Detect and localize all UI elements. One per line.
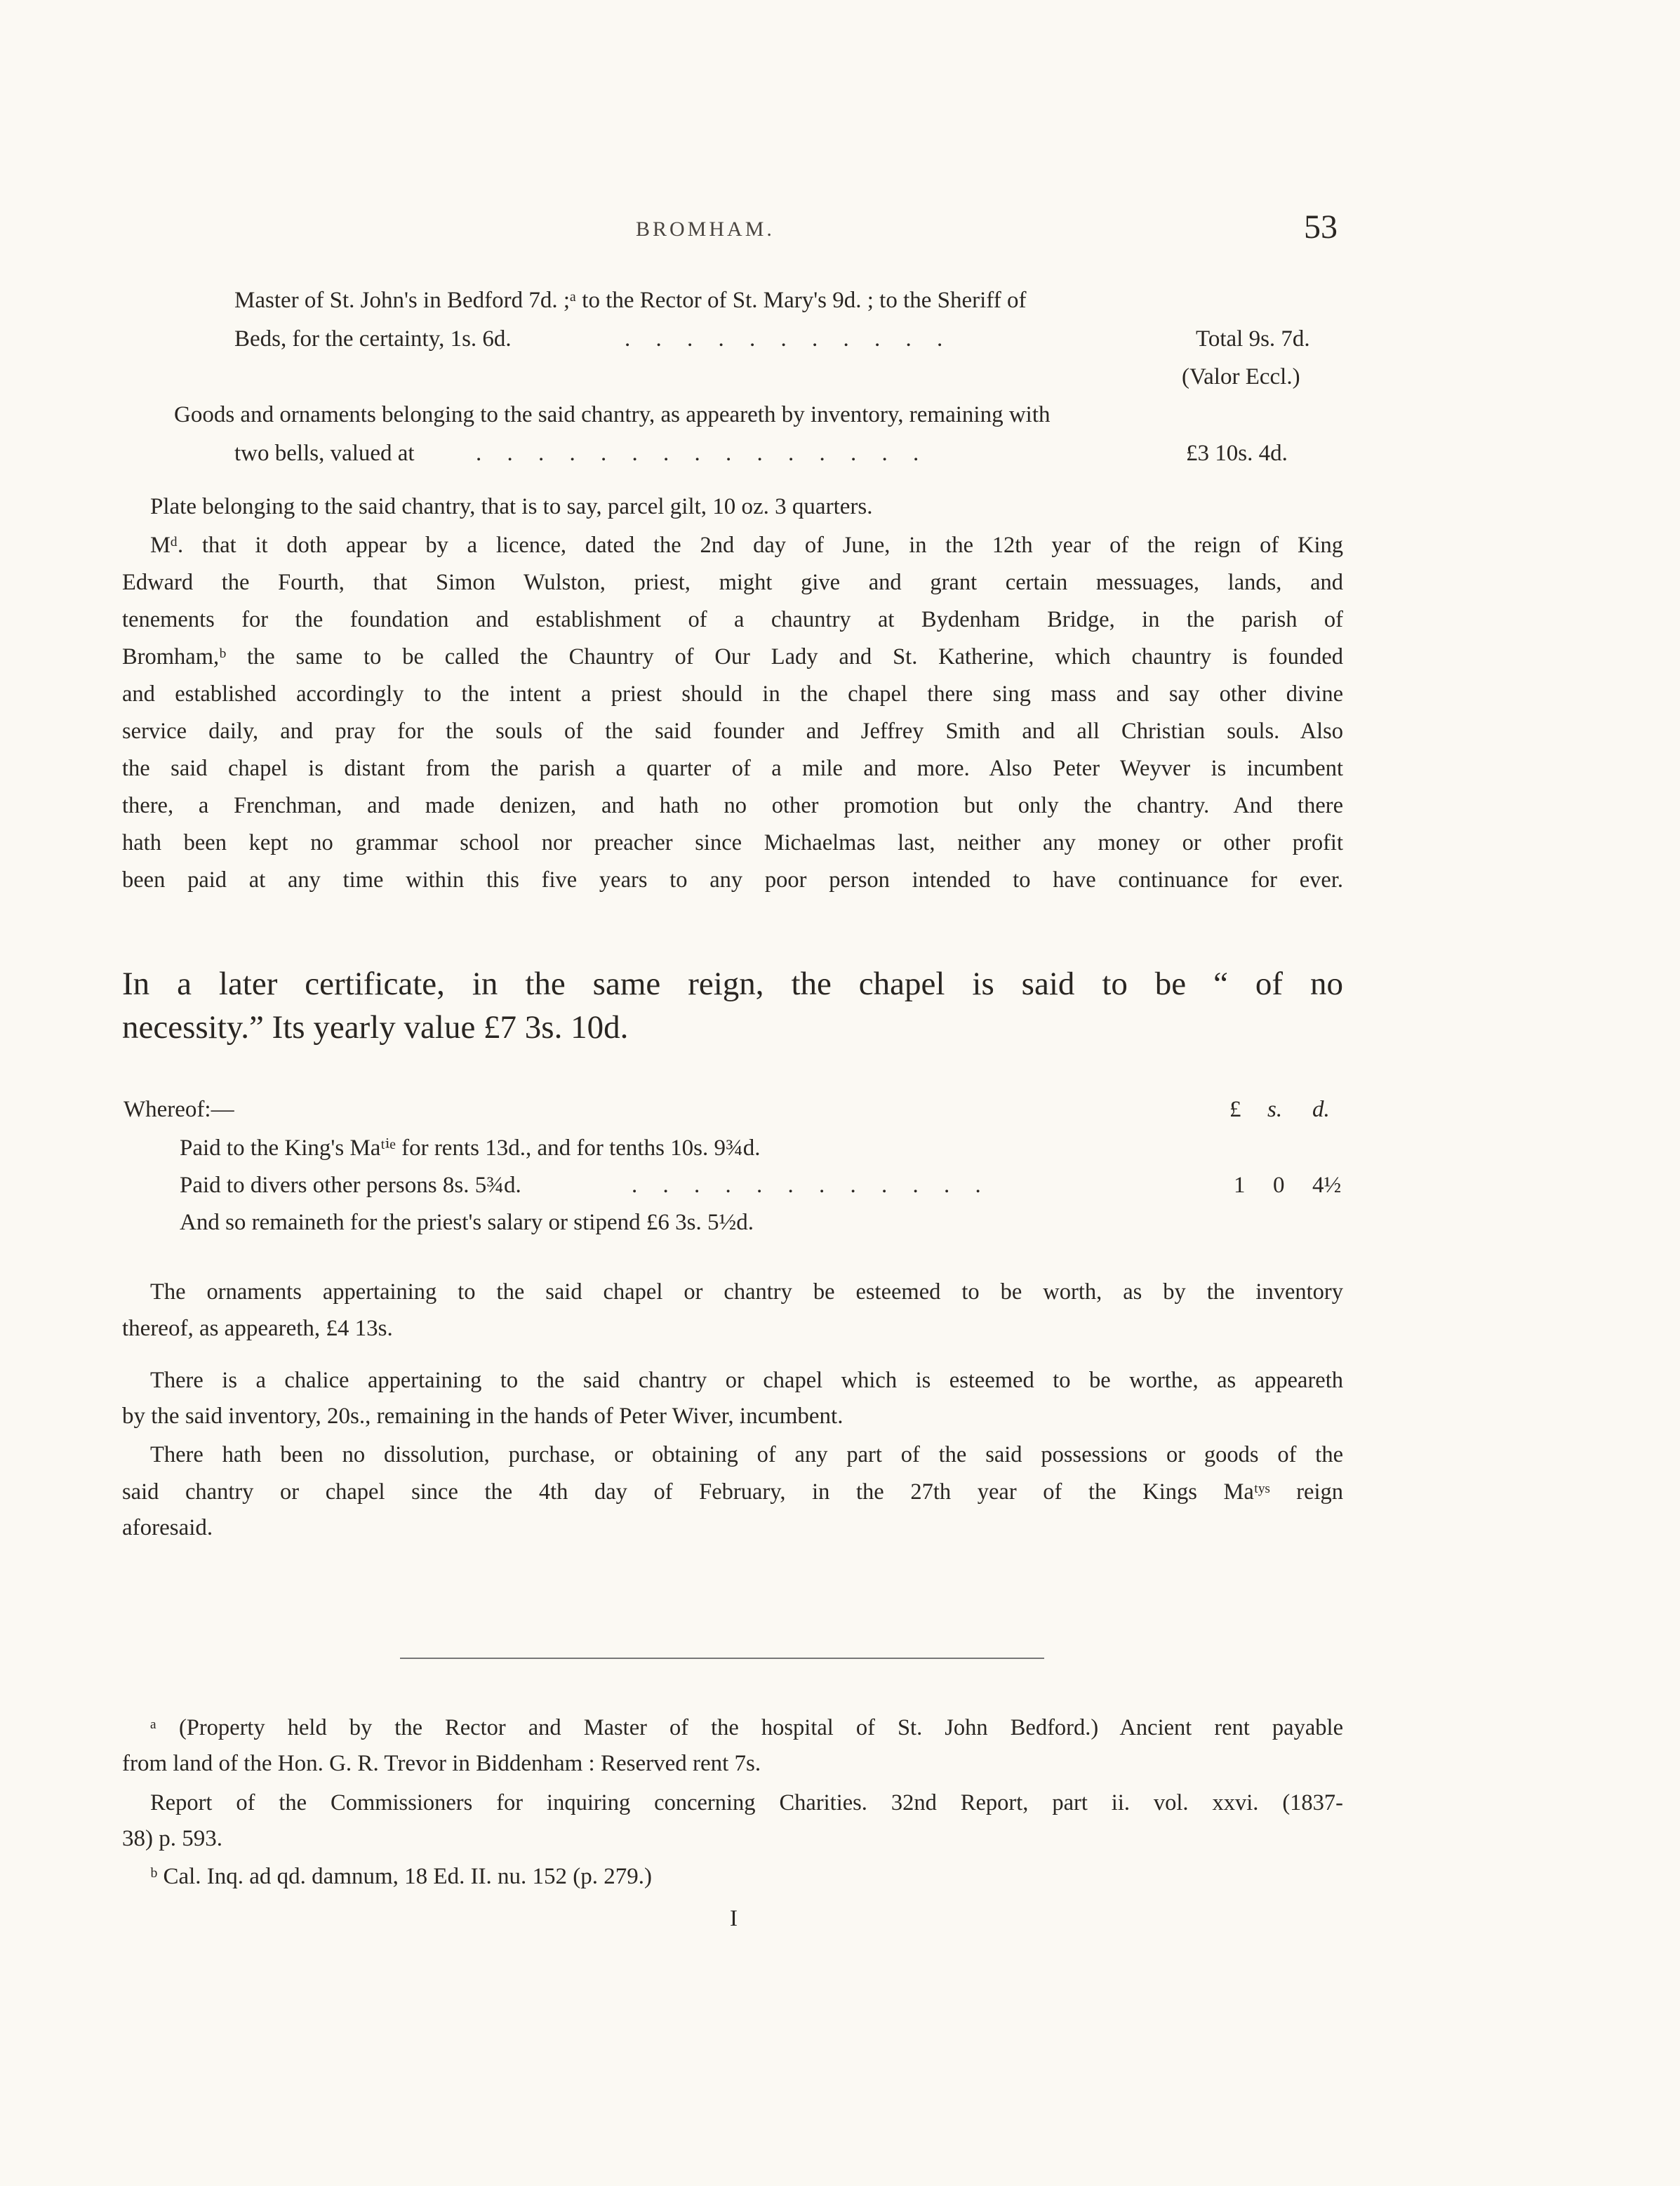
entry-line: two bells, valued at [234,441,415,466]
paragraph-line: Edward the Fourth, that Simon Wulston, priest, might give and grant certain messuages, lands, and [122,570,1343,595]
paragraph-line: there, a Frenchman, and made denizen, and hath no other promotion but only the chantry. And there [122,793,1343,818]
paragraph-line: Mᵈ. that it doth appear by a licence, dated the 2nd day of June, in the 12th year of the reign of King [150,533,1343,558]
large-statement-line: In a later certificate, in the same reign, the chapel is said to be “ of no [122,966,1343,1002]
paragraph-line: service daily, and pray for the souls of the said founder and Jeffrey Smith and all Christian souls. Also [122,719,1343,744]
amount-shillings: 0 [1273,1173,1285,1198]
valued-amount: £3 10s. 4d. [1186,441,1288,466]
paragraph-line: Plate belonging to the said chantry, that is to say, parcel gilt, 10 oz. 3 quarters. [150,494,873,519]
page-number: 53 [1304,208,1338,246]
paragraph-line: been paid at any time within this five years to any poor person intended to have continuance for ever. [122,867,1343,893]
signature-mark: I [730,1906,738,1931]
footnote-b-line: ᵇ Cal. Inq. ad qd. damnum, 18 Ed. II. nu. 152 (p. 279.) [150,1864,653,1889]
footnote-a-line: ᵃ (Property held by the Rector and Master of the hospital of St. John Bedford.) Ancient rent payable [150,1715,1343,1740]
paragraph-line: and established accordingly to the intent a priest should in the chapel there sing mass and say other divine [122,681,1343,707]
column-head-pence: d. [1312,1097,1330,1122]
entry-line: Beds, for the certainty, 1s. 6d. [234,326,512,352]
paragraph-line: by the said inventory, 20s., remaining in the hands of Peter Wiver, incumbent. [122,1404,844,1429]
paragraph-line: tenements for the foundation and establishment of a chauntry at Bydenham Bridge, in the parish of [122,607,1343,632]
paragraph-line: The ornaments appertaining to the said chapel or chantry be esteemed to be worth, as by the inventory [150,1279,1343,1305]
footnote-a-line: Report of the Commissioners for inquiring concerning Charities. 32nd Report, part ii. vol. xxvi. (1837- [150,1790,1343,1815]
total-amount: Total 9s. 7d. [1196,326,1310,352]
entry-line: Goods and ornaments belonging to the said chantry, as appeareth by inventory, remaining with [174,402,1051,427]
paragraph-line: There is a chalice appertaining to the said chantry or chapel which is esteemed to be worthe, as appeareth [150,1368,1343,1393]
amount-pounds: 1 [1234,1173,1246,1198]
dot-leader: . . . . . . . . . . . . . . . [476,441,929,466]
account-row: And so remaineth for the priest's salary or stipend £6 3s. 5½d. [180,1210,754,1235]
dot-leader: . . . . . . . . . . . . [632,1173,991,1198]
column-head-pounds: £ [1229,1097,1241,1122]
footnote-a-line: from land of the Hon. G. R. Trevor in Biddenham : Reserved rent 7s. [122,1751,761,1776]
amount-pence: 4½ [1312,1173,1342,1198]
dot-leader: . . . . . . . . . . . [625,326,953,352]
account-row: Paid to divers other persons 8s. 5¾d. [180,1173,521,1198]
paragraph-line: Bromham,ᵇ the same to be called the Chauntry of Our Lady and St. Katherine, which chauntry is founded [122,644,1343,669]
footnote-a-line: 38) p. 593. [122,1826,222,1851]
paragraph-line: hath been kept no grammar school nor preacher since Michaelmas last, neither any money or other profit [122,830,1343,855]
large-statement-line: necessity.” Its yearly value £7 3s. 10d. [122,1009,629,1046]
paragraph-line: There hath been no dissolution, purchase, or obtaining of any part of the said possessions or goods of the [150,1442,1343,1467]
source-note: (Valor Eccl.) [1182,364,1300,389]
paragraph-line: aforesaid. [122,1515,213,1540]
footnote-divider [400,1658,1044,1659]
paragraph-line: thereof, as appeareth, £4 13s. [122,1316,393,1341]
entry-line: Master of St. John's in Bedford 7d. ;ᵃ to the Rector of St. Mary's 9d. ; to the Sheriff of [234,288,1027,313]
running-header: BROMHAM. [636,218,775,241]
account-row: Paid to the King's Maᵗⁱᵉ for rents 13d., and for tenths 10s. 9¾d. [180,1135,761,1161]
column-head-shillings: s. [1267,1097,1283,1122]
paragraph-line: the said chapel is distant from the parish a quarter of a mile and more. Also Peter Weyver is incumbent [122,756,1343,781]
paragraph-line: said chantry or chapel since the 4th day of February, in the 27th year of the Kings Maᵗʸˢ reign [122,1479,1343,1505]
accounts-heading: Whereof:— [124,1097,234,1122]
